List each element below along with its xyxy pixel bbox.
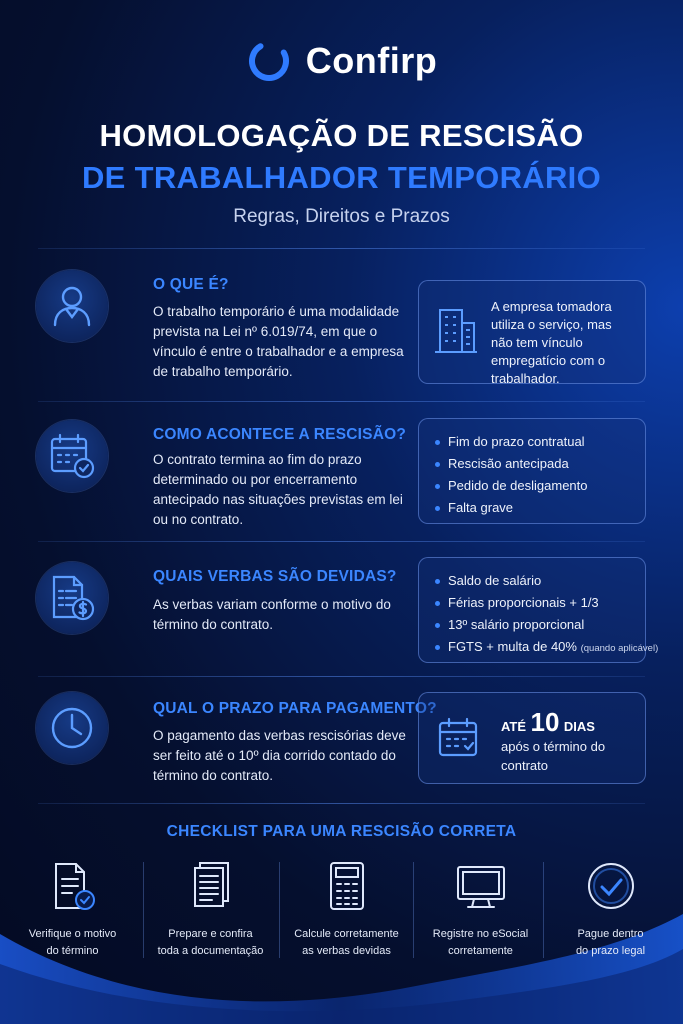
divider (413, 862, 414, 958)
section-text: As verbas variam conforme o motivo do término do contrato. (153, 597, 391, 632)
divider (543, 862, 544, 958)
panel-text: A empresa tomadora utiliza o serviço, mas não tem vínculo empregatício com o trabalhador. (491, 299, 612, 386)
checklist-label: corretamente (448, 945, 513, 957)
section-text: O trabalho temporário é uma modalidade prevista na Lei nº 6.019/74, em que o vínculo é entre o trabalhador e a empresa de trabalho temporário. (153, 304, 404, 379)
info-panel (418, 280, 646, 384)
divider (143, 862, 144, 958)
section-text: O pagamento das verbas rescisórias deve ser feito até o 10º dia corrido contado do término do contrato. (153, 728, 406, 783)
page-title-line2: DE TRABALHADOR TEMPORÁRIO (82, 160, 601, 195)
document-money-icon (45, 571, 99, 625)
checklist-label: do prazo legal (575, 945, 646, 957)
calculator-icon (318, 858, 376, 916)
checklist-label: do término (46, 945, 99, 957)
documents-icon (182, 858, 240, 916)
worker-icon (45, 279, 99, 333)
brand-name: Confirp (305, 40, 438, 81)
divider (38, 541, 645, 542)
section-icon-circle (36, 692, 108, 764)
list-panel (418, 418, 646, 524)
list-item-text: FGTS + multa de 40% (448, 639, 577, 654)
section-title: O QUE É? (153, 276, 229, 293)
checklist-label: toda a documentação (157, 945, 264, 957)
list-item: Saldo de salário (435, 570, 645, 592)
prazo-headline (501, 707, 595, 738)
list-item: Falta grave (435, 497, 645, 519)
check-circle-icon (582, 858, 640, 916)
checklist-label: Prepare e confira (168, 928, 253, 940)
list-item-note: (quando aplicável) (580, 643, 659, 654)
section-icon-circle (36, 270, 108, 342)
checklist-label: Calcule corretamente (294, 928, 399, 940)
page-title-line1: HOMOLOGAÇÃO DE RESCISÃO (99, 118, 584, 153)
document-check-icon (44, 858, 102, 916)
prazo-ate: ATÉ (501, 719, 527, 734)
checklist-label: Registre no eSocial (432, 928, 529, 940)
checklist-title: CHECKLIST PARA UMA RESCISÃO CORRETA (166, 823, 517, 840)
list-item (435, 636, 659, 658)
prazo-number: 10 (530, 707, 560, 737)
calendar-icon (435, 715, 483, 763)
list-panel (418, 557, 659, 663)
section-icon-circle (36, 420, 108, 492)
checklist-label: as verbas devidas (302, 945, 391, 957)
clock-icon (45, 701, 99, 755)
checklist-item (281, 858, 412, 960)
list-item: Férias proporcionais + 1/3 (435, 592, 645, 614)
list-item: Rescisão antecipada (435, 453, 645, 475)
divider (38, 248, 645, 249)
checklist-item (415, 858, 546, 960)
divider (38, 401, 645, 402)
divider (38, 803, 645, 804)
divider (38, 676, 645, 677)
building-icon (433, 305, 479, 355)
section-title: QUAL O PRAZO PARA PAGAMENTO? (153, 700, 437, 717)
list-item: Pedido de desligamento (435, 475, 645, 497)
prazo-panel (418, 692, 646, 784)
divider (279, 862, 280, 958)
list-item: 13º salário proporcional (435, 614, 645, 636)
section-icon-circle (36, 562, 108, 634)
section-text: O contrato termina ao fim do prazo determinado ou por encerramento antecipado nas situações previstas em lei ou no contrato. (153, 452, 403, 527)
confirp-logo-icon (246, 38, 292, 84)
prazo-subtext: após o término do contrato (501, 739, 606, 773)
page-subtitle: Regras, Direitos e Prazos (233, 206, 450, 227)
calendar-check-icon (45, 429, 99, 483)
list-item: Fim do prazo contratual (435, 431, 645, 453)
checklist-item (545, 858, 676, 960)
checklist-item (7, 858, 138, 960)
section-title: QUAIS VERBAS SÃO DEVIDAS? (153, 568, 397, 585)
checklist-label: Pague dentro (577, 928, 644, 940)
checklist-label: Verifique o motivo (28, 928, 117, 940)
monitor-icon (452, 858, 510, 916)
section-title: COMO ACONTECE A RESCISÃO? (153, 426, 407, 443)
brand-header (0, 38, 683, 84)
prazo-dias: DIAS (563, 719, 595, 734)
checklist-item (145, 858, 276, 960)
